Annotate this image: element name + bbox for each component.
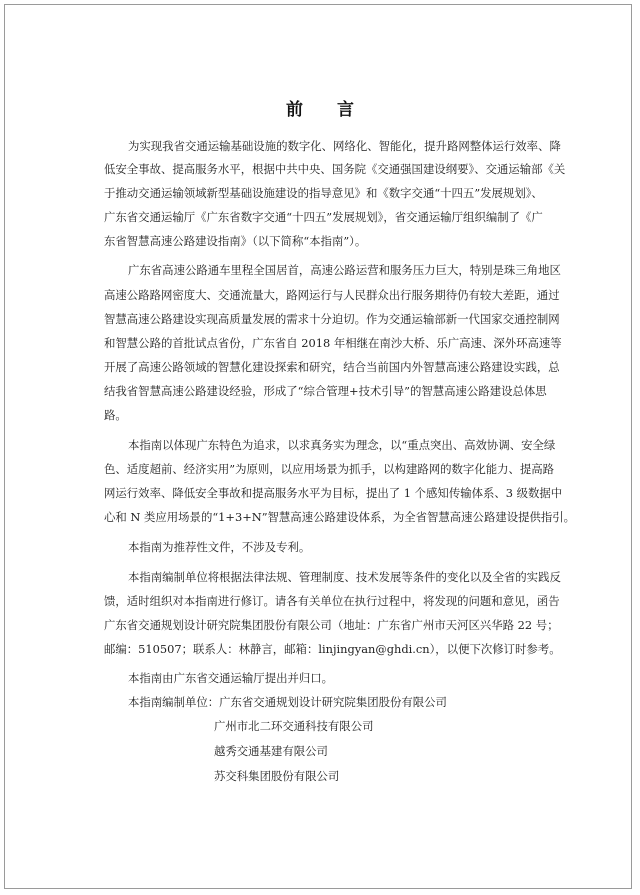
paragraph-3-line-3: 网运行效率、降低安全事故和提高服务水平为目标，提出了 1 个感知传输体系、3 级数据中: [104, 486, 563, 500]
paragraph-1-line-1: 为实现我省交通运输基础设施的数字化、网络化、智能化，提升路网整体运行效率、降: [128, 139, 561, 153]
paragraph-5-line-3: 广东省交通规划设计研究院集团股份有限公司（地址：广东省广州市天河区兴华路 22 号；: [104, 618, 559, 632]
paragraph-2-line-5: 开展了高速公路领域的智慧化建设探索和研究，结合当前国内外智慧高速公路建设实践，总: [104, 360, 560, 374]
paragraph-2-line-2: 高速公路路网密度大、交通流量大，路网运行与人民群众出行服务期待仍有较大差距，通过: [104, 288, 560, 302]
paragraph-7-line-1: 本指南编制单位：广东省交通规划设计研究院集团股份有限公司: [128, 695, 447, 709]
compiling-unit-4: 苏交科集团股份有限公司: [214, 769, 340, 783]
paragraph-1-line-5: 东省智慧高速公路建设指南》（以下简称“本指南”）。: [104, 234, 367, 248]
paragraph-1-line-4: 广东省交通运输厅《广东省数字交通“十四五”发展规划》，省交通运输厅组织编制了《广: [104, 210, 543, 224]
paragraph-2-line-3: 智慧高速公路建设实现高质量发展的需求十分迫切。作为交通运输部新一代国家交通控制网: [104, 312, 560, 326]
paragraph-2-line-4: 和智慧公路的首批试点省份，广东省自 2018 年相继在南沙大桥、乐广高速、深外环高速等: [104, 336, 562, 350]
compiling-unit-3: 越秀交通基建有限公司: [214, 744, 328, 758]
paragraph-6-line-1: 本指南由广东省交通运输厅提出并归口。: [128, 671, 334, 685]
paragraph-3-line-2: 色、适度超前、经济实用”为原则，以应用场景为抓手，以构建路网的数字化能力、提高路: [104, 462, 555, 476]
paragraph-5-line-4: 邮编：510507；联系人：林静言，邮箱：linjingyan@ghdi.cn），以便下次修订时参考。: [104, 642, 561, 656]
paragraph-5-line-2: 馈，适时组织对本指南进行修订。请各有关单位在执行过程中，将发现的问题和意见，函告: [104, 594, 560, 608]
paragraph-2-line-6: 结我省智慧高速公路建设经验，形成了“综合管理+技术引导”的智慧高速公路建设总体思: [104, 384, 547, 398]
document-title: 前 言: [286, 100, 368, 120]
paragraph-4-line-1: 本指南为推荐性文件，不涉及专利。: [128, 540, 311, 554]
paragraph-5-line-1: 本指南编制单位将根据法律法规、管理制度、技术发展等条件的变化以及全省的实践反: [128, 570, 561, 584]
paragraph-3-line-1: 本指南以体现广东特色为追求，以求真务实为理念，以“重点突出、高效协调、安全绿: [128, 438, 556, 452]
paragraph-2-line-7: 路。: [104, 408, 127, 422]
paragraph-3-line-4: 心和 N 类应用场景的“1+3+N”智慧高速公路建设体系，为全省智慧高速公路建设提供指引。: [104, 510, 576, 524]
paragraph-2-line-1: 广东省高速公路通车里程全国居首，高速公路运营和服务压力巨大，特别是珠三角地区: [128, 263, 561, 277]
compiling-unit-2: 广州市北二环交通科技有限公司: [214, 719, 374, 733]
paragraph-1-line-2: 低安全事故、提高服务水平，根据中共中央、国务院《交通强国建设纲要》、交通运输部《关: [104, 162, 566, 176]
paragraph-1-line-3: 于推动交通运输领域新型基础设施建设的指导意见》和《数字交通“十四五”发展规划》、: [104, 186, 543, 200]
